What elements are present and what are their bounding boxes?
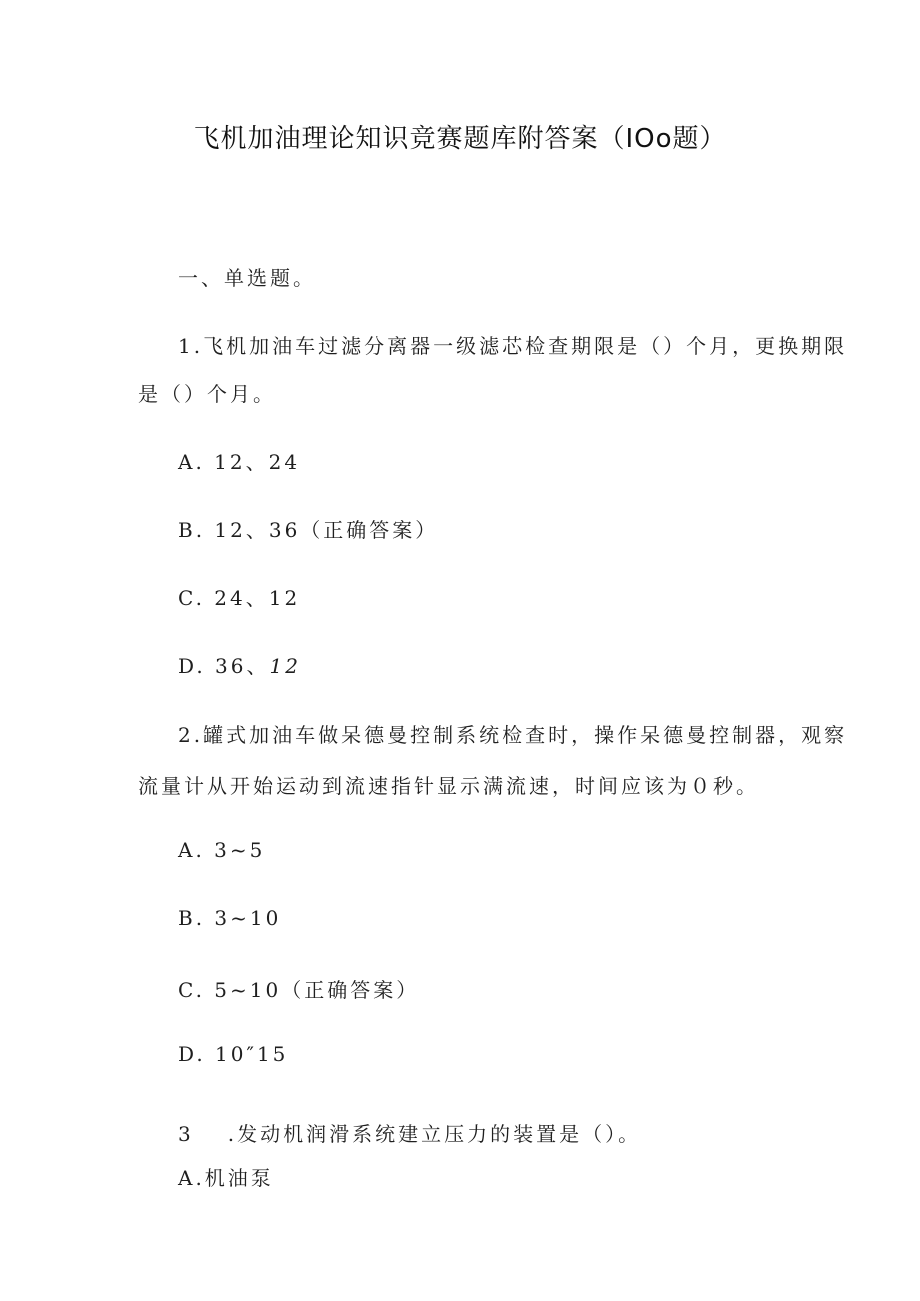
question-1-option-c: C. 24、12 bbox=[178, 586, 301, 610]
question-1-option-d bbox=[178, 650, 301, 679]
question-1-option-a: A. 12、24 bbox=[178, 450, 301, 474]
question-1-number: 1 bbox=[178, 334, 194, 358]
question-2-option-c: C. 5~10（正确答案） bbox=[178, 978, 420, 1002]
question-2-number: 2 bbox=[178, 723, 194, 747]
question-2-option-b: B. 3~10 bbox=[178, 906, 282, 930]
question-3-number: 3 bbox=[178, 1122, 194, 1146]
question-1-option-d-label: D. 36、 bbox=[178, 654, 270, 678]
question-2-line-2: 流量计从开始运动到流速指针显示满流速，时间应该为０秒。 bbox=[138, 774, 759, 798]
question-1-option-b: B. 12、36（正确答案） bbox=[178, 518, 439, 542]
question-2-option-a: A. 3~5 bbox=[178, 838, 266, 862]
question-1-text: .飞机加油车过滤分离器一级滤芯检查期限是（）个月，更换期限 bbox=[193, 334, 848, 358]
question-1-option-d-value: 12 bbox=[269, 654, 301, 678]
question-2-text: .罐式加油车做呆德曼控制系统检查时，操作呆德曼控制器，观察 bbox=[193, 723, 848, 747]
question-3-text: .发动机润滑系统建立压力的装置是（）。 bbox=[227, 1122, 642, 1146]
section-heading: 一、单选题。 bbox=[178, 266, 316, 290]
question-3-option-a: A.机油泵 bbox=[178, 1166, 274, 1190]
document-title: 飞机加油理论知识竞赛题库附答案（IOo题） bbox=[193, 124, 727, 154]
question-3-line-1 bbox=[178, 1118, 641, 1147]
question-1-line-2: 是（）个月。 bbox=[138, 382, 276, 406]
question-2-line-1 bbox=[178, 719, 847, 748]
question-2-option-d: D. 10″15 bbox=[178, 1042, 289, 1066]
question-1-line-1 bbox=[178, 330, 847, 359]
